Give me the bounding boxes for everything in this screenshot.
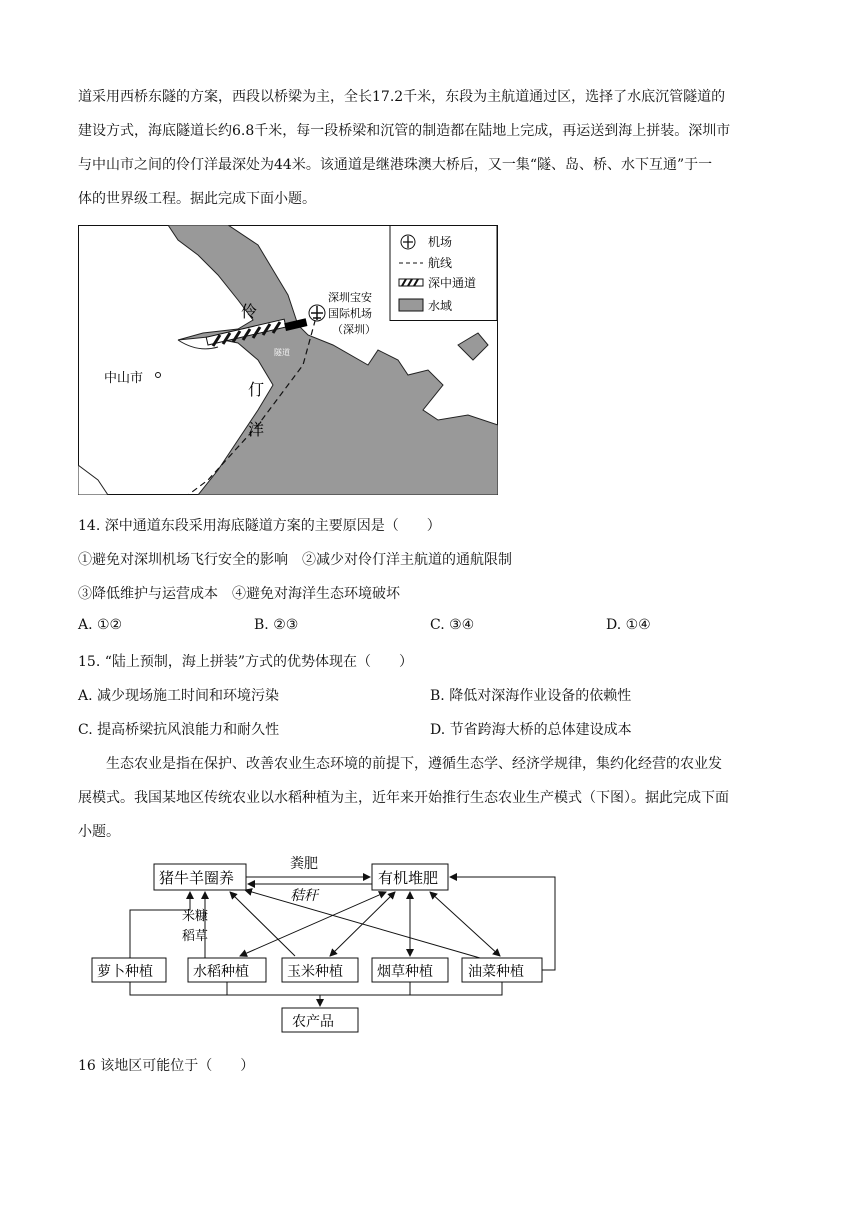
box-product: 农产品: [292, 1014, 334, 1030]
q15-option-c[interactable]: C. 提高桥梁抗风浪能力和耐久性: [78, 722, 280, 738]
eco-line-1: 生态农业是指在保护、改善农业生态环境的前提下，遵循生态学、经济学规律，集约化经营的农业发: [106, 756, 722, 772]
legend-route: 航线: [428, 256, 453, 270]
lingdingyang-char-1: 伶: [241, 302, 258, 321]
label-bran: 米糠: [182, 909, 209, 924]
q14-statements-1: ①避免对深圳机场飞行安全的影响 ②减少对伶仃洋主航道的通航限制: [78, 552, 512, 568]
eco-line-2: 展模式。我国某地区传统农业以水稻种植为主，近年来开始推行生态农业生产模式（下图）。据此完成下面: [78, 790, 729, 806]
q14-option-d[interactable]: D. ①④: [606, 617, 651, 633]
legend-water: 水域: [428, 299, 453, 313]
box-rapeseed: 油菜种植: [468, 964, 524, 980]
eco-line-3: 小题。: [78, 824, 120, 840]
airport-label-1: 深圳宝安: [328, 291, 372, 304]
box-corn: 玉米种植: [287, 964, 343, 980]
legend-channel: 深中通道: [428, 276, 477, 290]
q14-option-b[interactable]: B. ②③: [254, 617, 299, 633]
city-marker-icon: [156, 373, 161, 378]
box-livestock: 猪牛羊圈养: [159, 869, 235, 887]
intro-line-3: 与中山市之间的伶仃洋最深处为44米。该通道是继港珠澳大桥后，又一集“隧、岛、桥、水下互通”于一: [78, 157, 713, 173]
intro-line-2: 建设方式，海底隧道长约6.8千米，每一段桥梁和沉管的制造都在陆地上完成，再运送到海上拼装。深圳市: [78, 123, 731, 139]
box-compost: 有机堆肥: [378, 869, 439, 887]
shenzhong-channel-map: [78, 225, 498, 495]
box-radish: 萝卜种植: [97, 964, 153, 980]
q15-option-d[interactable]: D. 节省跨海大桥的总体建设成本: [430, 722, 632, 738]
label-straw: 秸秆: [290, 888, 318, 904]
q16-stem: 16 该地区可能位于（ ）: [78, 1058, 255, 1074]
airplane-icon: [309, 305, 325, 321]
airport-label-2: 国际机场: [328, 307, 372, 320]
legend-airport: 机场: [428, 235, 453, 249]
lingdingyang-char-3: 洋: [248, 420, 265, 439]
zhongshan-label: 中山市: [104, 371, 144, 386]
label-rice-straw: 稻草: [182, 929, 209, 944]
eco-agriculture-diagram: [90, 850, 565, 1035]
q14-option-a[interactable]: A. ①②: [78, 617, 123, 633]
bridge-label: 桥梁: [228, 362, 244, 371]
box-tobacco: 烟草种植: [377, 964, 433, 980]
intro-line-4: 体的世界级工程。据此完成下面小题。: [78, 191, 316, 207]
lingdingyang-char-2: 仃: [248, 380, 265, 399]
q15-option-b[interactable]: B. 降低对深海作业设备的依赖性: [430, 688, 632, 704]
q15-option-a[interactable]: A. 减少现场施工时间和环境污染: [78, 688, 280, 704]
q14-option-c[interactable]: C. ③④: [430, 617, 475, 633]
box-rice: 水稻种植: [193, 964, 249, 980]
intro-line-1: 道采用西桥东隧的方案，西段以桥梁为主，全长17.2千米，东段为主航道通过区，选择了水底沉管隧道的: [78, 89, 726, 105]
airport-label-3: （深圳）: [332, 323, 376, 336]
tunnel-label: 隧道: [274, 348, 290, 357]
q14-stem: 14. 深中通道东段采用海底隧道方案的主要原因是（ ）: [78, 518, 441, 534]
q15-stem: 15. “陆上预制，海上拼装”方式的优势体现在（ ）: [78, 654, 414, 670]
label-manure: 粪肥: [290, 856, 318, 872]
map-legend: [390, 226, 497, 321]
q14-statements-2: ③降低维护与运营成本 ④避免对海洋生态环境破坏: [78, 586, 400, 602]
